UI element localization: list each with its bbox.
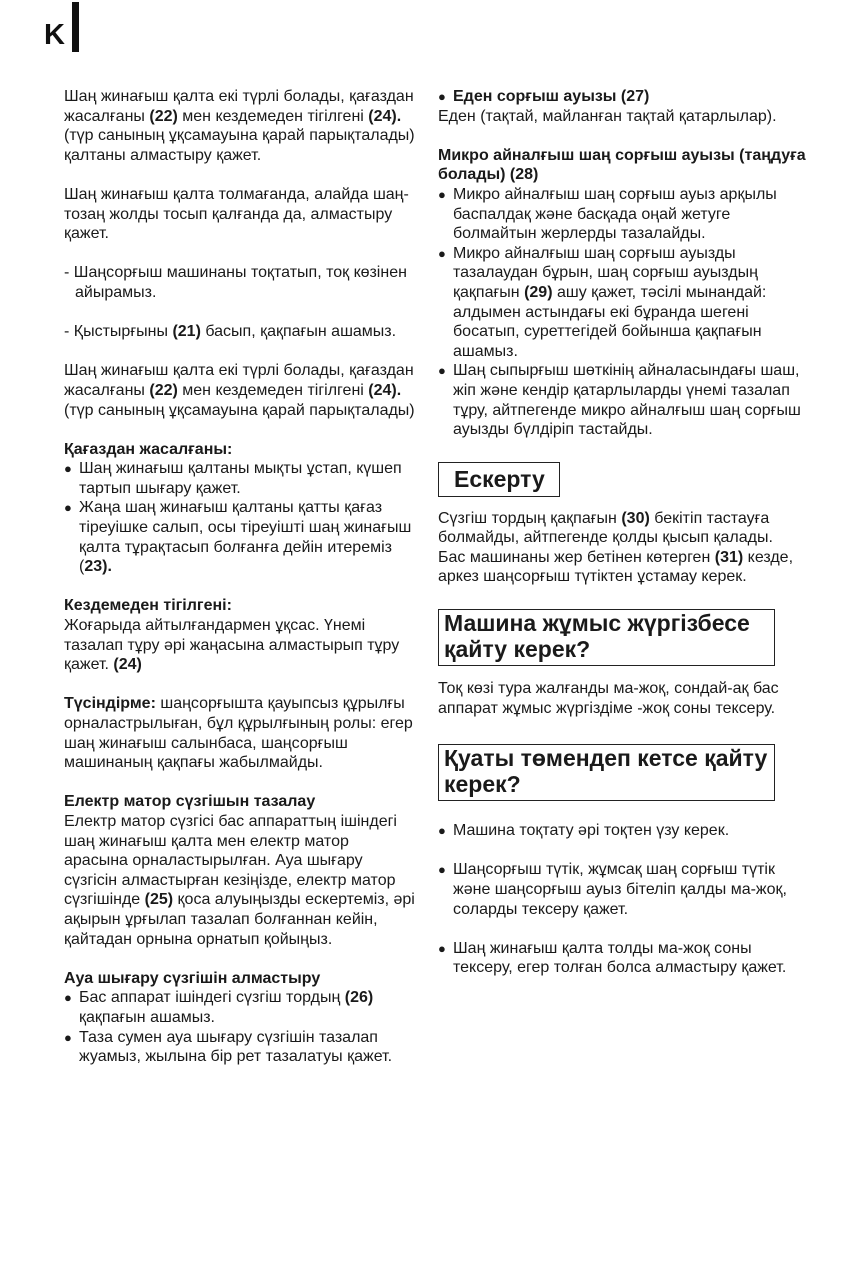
- low-power-heading-box: Қуаты төмендеп кетсе қайту керек?: [438, 744, 775, 801]
- bag-types-paragraph-repeat: Шаң жинағыш қалта екі түрлі болады, қағаздан жасалғаны (22) мен кездемеден тігілгені (24). (түр санының ұқсамауына қарай парықталады): [64, 362, 415, 419]
- list-item: ● Машина тоқтату әрі тоқтен үзу керек.: [438, 821, 810, 841]
- motor-filter-text: Електр матор сүзгісі бас аппараттың ішіндегі шаң жинағыш қалта мен електр матор арасына орналастырылған. Ауа шығару сүзгісін алмастырған кезіңізде, електр матор сүзгішінде (25) қоса алуыңызды ескертеміз, әрі ақырын ұрғылап тазалап болғаннан кейін, қайтадан орнына орнатып қойыңыз.: [64, 812, 415, 948]
- warning-heading-box: Ескерту: [438, 462, 560, 497]
- warning-text-1: Сүзгіш тордың қақпағын (30) бекітіп тастауға болмайды, айтпегенде қолды қысып қалады.: [438, 509, 773, 547]
- step-open-lid: - Қыстырғыны (21) басып, қақпағын ашамыз.: [64, 323, 397, 341]
- paper-bag-list: [64, 459, 416, 577]
- motor-filter-heading: Електр матор сүзгішын тазалау: [64, 793, 316, 811]
- right-column: [438, 87, 810, 978]
- list-item: ● Шаң жинағыш қалтаны мықты ұстап, күшеп тартып шығару қажет.: [64, 459, 416, 498]
- left-column: [64, 87, 416, 1067]
- language-marker: [44, 18, 79, 52]
- micro-nozzle-list: [438, 185, 810, 440]
- replace-bag-line: қалтаны алмастыру қажет.: [64, 146, 262, 164]
- list-item: ● Шаңсорғыш түтік, жұмсақ шаң сорғыш түтік және шаңсорғыш ауыз бітеліп қалды ма-жоқ, соларды тексеру қажет.: [438, 860, 810, 919]
- bag-types-paragraph: Шаң жинағыш қалта екі түрлі болады, қағаздан жасалғаны (22) мен кездемеден тігілгені (24). (түр санының ұқсамауына қарай парықталады): [64, 88, 415, 145]
- explanation-paragraph: Түсіндірме: шаңсорғышта қауыпсыз құрылғы орналастрылыған, бұл құрылғының ролы: егер шаң жинағыш салынбаса, шаңсорғыш машинаның қақпағы жабылмайды.: [64, 695, 413, 772]
- replace-when-blocked-paragraph: Шаң жинағыш қалта толмағанда, алайда шаң-тозаң жолды тосып қалғанда да, алмастыру қажет.: [64, 185, 409, 243]
- warning-text-2: Бас машинаны жер бетінен көтерген (31) кезде, аркез шаңсорғыш түтіктен ұстамау керек.: [438, 548, 794, 586]
- floor-nozzle-text: Еден (тақтай, майланған тақтай қатарлылар).: [438, 107, 777, 125]
- list-item: ● Жаңа шаң жинағыш қалтаны қатты қағаз тіреуішке салып, осы тіреуішті шаң жинағыш қалта тұрақтасып болғанға дейін итереміз (23).: [64, 498, 416, 576]
- list-item: ● Шаң жинағыш қалта толды ма-жоқ соны тексеру, егер толған болса алмастыру қажет.: [438, 939, 810, 978]
- cloth-bag-text: Жоғарыда айтылғандармен ұқсас. Үнемі тазалап тұру әрі жаңасына алмастырып тұру қажет. (24): [64, 617, 400, 674]
- list-item: ● Бас аппарат ішіндегі сүзгіш тордың (26) қақпағын ашамыз.: [64, 988, 416, 1027]
- paper-bag-heading: Қағаздан жасалғаны:: [64, 440, 233, 458]
- exhaust-filter-list: [64, 988, 416, 1066]
- list-item: ● Шаң сыпырғыш шөткінің айналасындағы шаш, жіп және кендір қатарлыларды үнемі тазалап тұру, айтпегенде микро айналғыш шаң сорғыш ауызды бүлдіріп тастайды.: [438, 361, 810, 439]
- step-unplug: - Шаңсорғыш машинаны тоқтатып, тоқ көзінен айырамыз.: [64, 264, 407, 301]
- language-letter: K: [44, 19, 65, 51]
- low-power-list: [438, 821, 810, 978]
- exhaust-filter-heading: Ауа шығару сүзгішін алмастыру: [64, 969, 321, 987]
- not-working-heading-box: Машина жұмыс жүргізбесе қайту керек?: [438, 609, 775, 666]
- not-working-text: Тоқ көзі тура жалғанды ма-жоқ, сондай-ақ бас аппарат жұмыс жүргіздіме -жоқ соны тексеру.: [438, 680, 779, 717]
- list-item: ● Таза сумен ауа шығару сүзгішін тазалап жуамыз, жылына бір рет тазалатуы қажет.: [64, 1028, 416, 1067]
- cloth-bag-heading: Кездемеден тігілгені:: [64, 597, 232, 615]
- language-bar: [72, 2, 79, 52]
- list-item: ● Микро айналғыш шаң сорғыш ауыз арқылы баспалдақ және басқада оңай жетуге болмайтын жерлерды тазалайды.: [438, 185, 810, 244]
- floor-nozzle-heading: ● Еден сорғыш ауызы (27): [438, 87, 810, 107]
- micro-nozzle-heading: Микро айналғыш шаң сорғыш ауызы (таңдуға болады) (28): [438, 146, 806, 184]
- list-item: ● Микро айналғыш шаң сорғыш ауызды тазалаудан бұрын, шаң сорғыш ауыздың қақпағын (29) ашу қажет, тәсілі мынандай: алдымен астындағы екі бұранда шегені босатып, суреттегідей бойынша қақпағын ашамыз.: [438, 244, 810, 362]
